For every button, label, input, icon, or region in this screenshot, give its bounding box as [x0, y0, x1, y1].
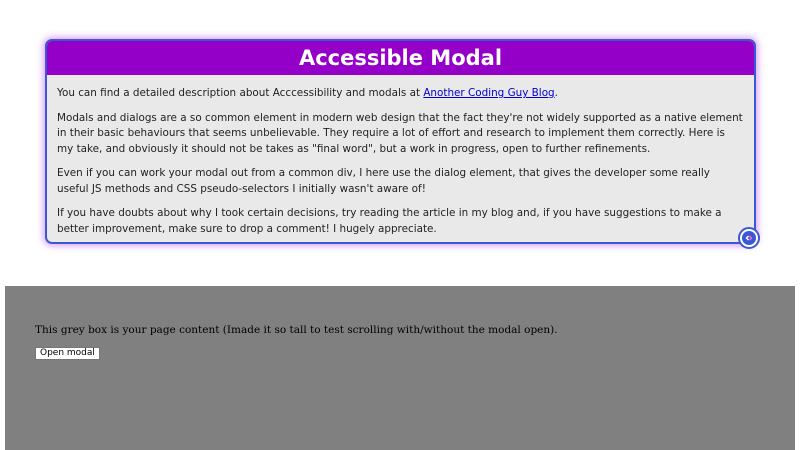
accessible-modal-dialog — [45, 39, 756, 244]
modal-paragraph-4: If you have doubts about why I took certain decisions, try reading the article in my blog and, if you have suggestions to make a better improvement, make sure to drop a comment! I hugely appreciate. — [57, 207, 722, 235]
close-icon — [741, 230, 757, 246]
page-content-text: This grey box is your page content (Imade it so tall to test scrolling with/without the modal open). — [35, 324, 558, 336]
intro-text-end: . — [554, 87, 558, 99]
intro-text: You can find a detailed description about Acccessibility and modals at — [57, 87, 424, 99]
page-content-box — [5, 286, 795, 450]
close-modal-button[interactable] — [738, 227, 760, 249]
modal-title: Accessible Modal — [298, 46, 503, 70]
open-modal-button[interactable]: Open modal — [35, 347, 100, 360]
modal-header — [47, 41, 754, 75]
modal-paragraph-intro — [57, 86, 744, 102]
modal-body — [47, 75, 754, 237]
modal-paragraph-2: Modals and dialogs are a so common element in modern web design that the fact they're not widely supported as a native element in their basic behaviours that seems unbelievable. They require a lot of effort and research to implement them correctly. Here is my take, and obviously it should not be takes as "final word", but a work in progress, open to further refinements. — [57, 111, 743, 155]
blog-link[interactable]: Another Coding Guy Blog — [423, 87, 555, 99]
modal-paragraph-3: Even if you can work your modal out from a common div, I here use the dialog element, that gives the developer some really useful JS methods and CSS pseudo-selectors I initially wasn't aware of! — [57, 167, 710, 195]
